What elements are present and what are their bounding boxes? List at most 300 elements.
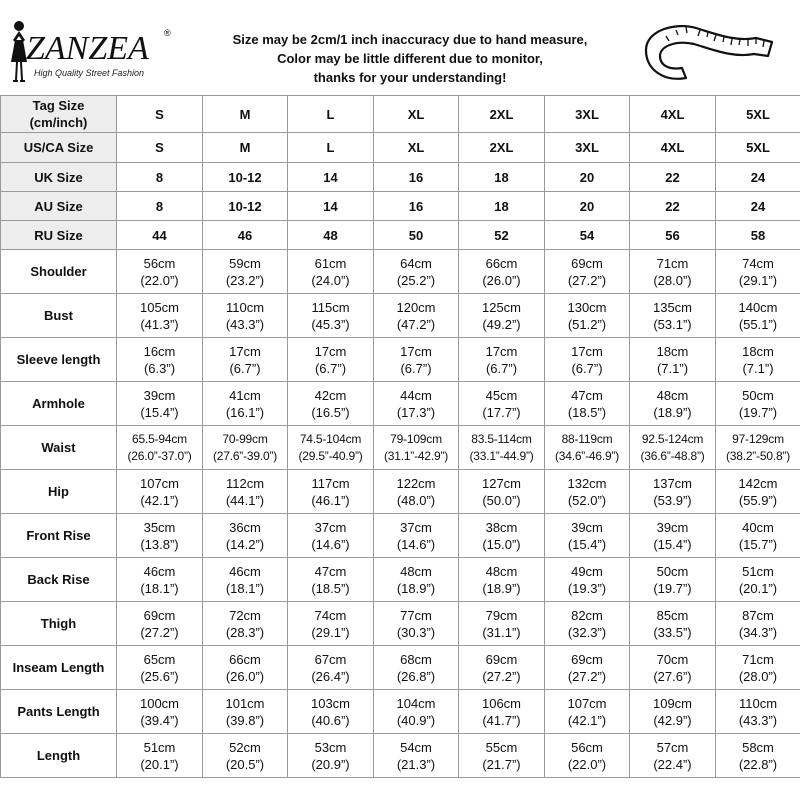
inch-value: (45.3”) xyxy=(311,316,350,332)
cm-value: 97-129cm xyxy=(732,431,784,446)
brand-logo xyxy=(4,18,194,88)
cm-value: 127cm xyxy=(481,475,522,491)
inch-value: (27.2”) xyxy=(567,668,607,684)
measurement-cell xyxy=(630,646,716,690)
measurement-row xyxy=(1,338,800,382)
size-cell: XL xyxy=(374,96,459,133)
inch-value: (30.3”) xyxy=(396,624,436,640)
measurement-cell xyxy=(459,338,545,382)
inch-value: (44.1”) xyxy=(225,492,265,508)
cm-value: 106cm xyxy=(481,695,522,711)
measurement-cell xyxy=(545,426,630,470)
measurement-cell xyxy=(545,294,630,338)
inch-value: (51.2”) xyxy=(567,316,607,332)
inch-value: (22.4”) xyxy=(653,756,692,772)
notice-line: Size may be 2cm/1 inch inaccuracy due to hand measure, xyxy=(232,32,588,47)
cm-value: 70cm xyxy=(656,651,689,667)
cm-value: 88-119cm xyxy=(561,431,613,446)
measurement-row xyxy=(1,382,800,426)
inch-value: (43.3”) xyxy=(225,316,265,332)
row-label: Front Rise xyxy=(1,514,117,558)
inch-value: (19.7”) xyxy=(738,404,778,420)
size-cell: 54 xyxy=(545,221,630,250)
inch-value: (7.1”) xyxy=(742,360,774,376)
measurement-cell xyxy=(545,602,630,646)
row-label: Tag Size (cm/inch) xyxy=(1,96,117,133)
cm-value: 65.5-94cm xyxy=(132,431,187,446)
measurement-cell xyxy=(716,646,800,690)
size-row xyxy=(1,133,800,163)
measurement-cell xyxy=(459,294,545,338)
cm-value: 55cm xyxy=(485,739,518,755)
notice-line: Color may be little different due to monitor, xyxy=(277,51,543,66)
measurement-cell xyxy=(117,602,203,646)
cm-value: 100cm xyxy=(139,695,180,711)
cm-value: 57cm xyxy=(656,739,689,755)
row-label: US/CA Size xyxy=(1,133,117,163)
measurement-cell xyxy=(716,382,800,426)
inch-value: (6.7”) xyxy=(571,360,603,376)
cm-value: 125cm xyxy=(481,299,522,315)
cm-value: 49cm xyxy=(571,563,603,579)
inch-value: (18.5”) xyxy=(311,580,350,596)
inch-value: (43.3”) xyxy=(738,712,778,728)
size-cell: 2XL xyxy=(459,96,545,133)
cm-value: 85cm xyxy=(656,607,689,623)
cm-value: 17cm xyxy=(229,343,261,359)
inch-value: (33.5”) xyxy=(653,624,692,640)
size-cell: 10-12 xyxy=(203,192,288,221)
inch-value: (18.1”) xyxy=(225,580,265,596)
measurement-cell xyxy=(288,294,374,338)
cm-value: 67cm xyxy=(314,651,347,667)
cm-value: 41cm xyxy=(229,387,261,403)
measurement-cell xyxy=(716,514,800,558)
measurement-cell xyxy=(288,734,374,778)
measurement-cell xyxy=(288,470,374,514)
cm-value: 46cm xyxy=(143,563,176,579)
inch-value: (31.1”) xyxy=(482,624,521,640)
inch-value: (49.2”) xyxy=(482,316,521,332)
cm-value: 103cm xyxy=(310,695,351,711)
inch-value: (17.7”) xyxy=(482,404,521,420)
inch-value: (42.1”) xyxy=(140,492,179,508)
size-cell: 2XL xyxy=(459,133,545,163)
row-label: Bust xyxy=(1,294,117,338)
cm-value: 107cm xyxy=(139,475,180,491)
inch-value: (6.7”) xyxy=(485,360,518,376)
registered-mark: ® xyxy=(164,28,171,38)
size-cell: 44 xyxy=(117,221,203,250)
size-cell: 3XL xyxy=(545,133,630,163)
inch-value: (28.0”) xyxy=(653,272,692,288)
measurement-cell xyxy=(117,514,203,558)
size-cell: 14 xyxy=(288,163,374,192)
cm-value: 132cm xyxy=(567,475,607,491)
measurement-cell xyxy=(630,514,716,558)
size-row xyxy=(1,96,800,133)
measurement-cell xyxy=(545,250,630,294)
cm-value: 140cm xyxy=(738,299,778,315)
inch-value: (6.7”) xyxy=(400,360,432,376)
size-cell: 56 xyxy=(630,221,716,250)
measurement-cell xyxy=(374,558,459,602)
cm-value: 120cm xyxy=(396,299,436,315)
cm-value: 16cm xyxy=(143,343,176,359)
cm-value: 56cm xyxy=(571,739,603,755)
cm-value: 36cm xyxy=(229,519,261,535)
cm-value: 69cm xyxy=(485,651,518,667)
size-cell: 24 xyxy=(716,163,800,192)
size-cell: 18 xyxy=(459,163,545,192)
cm-value: 69cm xyxy=(143,607,176,623)
measurement-cell xyxy=(630,470,716,514)
measurement-cell xyxy=(288,514,374,558)
inch-value: (32.3”) xyxy=(567,624,607,640)
cm-value: 52cm xyxy=(229,739,261,755)
inch-value: (47.2”) xyxy=(396,316,436,332)
cm-value: 110cm xyxy=(738,695,778,711)
inch-value: (19.3”) xyxy=(567,580,607,596)
cm-value: 51cm xyxy=(742,563,774,579)
size-cell: 24 xyxy=(716,192,800,221)
measurement-cell xyxy=(630,338,716,382)
inch-value: (15.4”) xyxy=(567,536,607,552)
measurement-cell xyxy=(203,602,288,646)
size-cell: 8 xyxy=(117,192,203,221)
measurement-cell xyxy=(716,426,800,470)
inch-value: (27.2”) xyxy=(140,624,179,640)
inch-value: (36.6”-48.8”) xyxy=(640,448,705,463)
size-cell: 4XL xyxy=(630,96,716,133)
cm-value: 64cm xyxy=(400,255,432,271)
inch-value: (22.0”) xyxy=(140,272,179,288)
cm-value: 39cm xyxy=(571,519,603,535)
inch-value: (18.5”) xyxy=(567,404,607,420)
size-cell: 18 xyxy=(459,192,545,221)
measurement-cell xyxy=(545,470,630,514)
measurement-cell xyxy=(288,338,374,382)
measurement-row xyxy=(1,734,800,778)
inch-value: (22.8”) xyxy=(738,756,778,772)
notice-line: thanks for your understanding! xyxy=(313,70,507,85)
inch-value: (27.2”) xyxy=(567,272,607,288)
measurement-cell xyxy=(459,382,545,426)
size-table xyxy=(0,95,800,778)
measurement-cell xyxy=(288,426,374,470)
inch-value: (26.0”-37.0”) xyxy=(127,448,192,463)
row-label: Shoulder xyxy=(1,250,117,294)
cm-value: 39cm xyxy=(656,519,689,535)
inch-value: (6.3”) xyxy=(143,360,176,376)
cm-value: 117cm xyxy=(311,475,350,491)
measurement-cell xyxy=(716,602,800,646)
inch-value: (42.1”) xyxy=(567,712,607,728)
measurement-cell xyxy=(374,646,459,690)
cm-value: 130cm xyxy=(567,299,607,315)
cm-value: 65cm xyxy=(143,651,176,667)
measurement-cell xyxy=(545,338,630,382)
measurement-cell xyxy=(545,382,630,426)
cm-value: 74cm xyxy=(314,607,347,623)
inch-value: (28.3”) xyxy=(225,624,265,640)
inch-value: (13.8”) xyxy=(140,536,179,552)
measurement-cell xyxy=(459,602,545,646)
measurement-cell xyxy=(459,646,545,690)
inch-value: (27.2”) xyxy=(482,668,521,684)
size-cell: 5XL xyxy=(716,133,800,163)
measurement-cell xyxy=(288,382,374,426)
measurement-cell xyxy=(716,250,800,294)
inch-value: (29.1”) xyxy=(311,624,350,640)
inch-value: (53.9”) xyxy=(653,492,692,508)
cm-value: 17cm xyxy=(400,343,432,359)
measurement-cell xyxy=(288,690,374,734)
measurement-cell xyxy=(545,734,630,778)
inch-value: (18.9”) xyxy=(396,580,436,596)
measurement-cell xyxy=(203,470,288,514)
inch-value: (23.2”) xyxy=(225,272,265,288)
inch-value: (41.7”) xyxy=(482,712,521,728)
inch-value: (48.0”) xyxy=(396,492,436,508)
measurement-cell xyxy=(203,558,288,602)
measurement-row xyxy=(1,558,800,602)
row-label: Pants Length xyxy=(1,690,117,734)
cm-value: 69cm xyxy=(571,255,603,271)
size-cell: 48 xyxy=(288,221,374,250)
inch-value: (25.2”) xyxy=(396,272,436,288)
inch-value: (25.6”) xyxy=(140,668,179,684)
measurement-cell xyxy=(374,338,459,382)
row-label: RU Size xyxy=(1,221,117,250)
size-cell: 52 xyxy=(459,221,545,250)
cm-value: 71cm xyxy=(742,651,774,667)
inch-value: (33.1”-44.9”) xyxy=(469,448,534,463)
cm-value: 104cm xyxy=(396,695,436,711)
cm-value: 92.5-124cm xyxy=(641,431,704,446)
measurement-cell xyxy=(459,734,545,778)
measurement-row xyxy=(1,602,800,646)
measurement-cell xyxy=(545,690,630,734)
measuring-tape-icon xyxy=(636,12,782,88)
measurement-cell xyxy=(630,690,716,734)
measurement-cell xyxy=(630,558,716,602)
cm-value: 66cm xyxy=(485,255,518,271)
cm-value: 35cm xyxy=(143,519,176,535)
inch-value: (16.5”) xyxy=(311,404,350,420)
row-label: Back Rise xyxy=(1,558,117,602)
cm-value: 47cm xyxy=(314,563,347,579)
cm-value: 68cm xyxy=(400,651,432,667)
cm-value: 39cm xyxy=(143,387,176,403)
measurement-cell xyxy=(288,558,374,602)
cm-value: 109cm xyxy=(652,695,693,711)
cm-value: 59cm xyxy=(229,255,261,271)
size-cell: 4XL xyxy=(630,133,716,163)
cm-value: 40cm xyxy=(742,519,774,535)
inch-value: (29.1”) xyxy=(738,272,778,288)
measurement-cell xyxy=(716,558,800,602)
cm-value: 46cm xyxy=(229,563,261,579)
size-cell: 50 xyxy=(374,221,459,250)
measurement-cell xyxy=(203,294,288,338)
measurement-cell xyxy=(288,602,374,646)
size-cell: 20 xyxy=(545,192,630,221)
measurement-cell xyxy=(374,602,459,646)
cm-value: 18cm xyxy=(656,343,689,359)
header xyxy=(0,0,800,95)
measurement-cell xyxy=(630,734,716,778)
measurement-cell xyxy=(117,382,203,426)
size-cell: L xyxy=(288,96,374,133)
measurement-cell xyxy=(630,602,716,646)
size-cell: 5XL xyxy=(716,96,800,133)
inch-value: (14.6”) xyxy=(396,536,436,552)
cm-value: 44cm xyxy=(400,387,432,403)
inch-value: (7.1”) xyxy=(656,360,689,376)
measurement-cell xyxy=(716,294,800,338)
row-label: Sleeve length xyxy=(1,338,117,382)
measurement-cell xyxy=(374,382,459,426)
row-label: Waist xyxy=(1,426,117,470)
measurement-cell xyxy=(374,470,459,514)
cm-value: 115cm xyxy=(311,299,350,315)
cm-value: 17cm xyxy=(314,343,347,359)
inch-value: (50.0”) xyxy=(482,492,521,508)
measurement-cell xyxy=(203,250,288,294)
cm-value: 83.5-114cm xyxy=(471,431,532,446)
inch-value: (26.0”) xyxy=(225,668,265,684)
inch-value: (31.1”-42.9”) xyxy=(383,448,449,463)
inch-value: (19.7”) xyxy=(653,580,692,596)
inch-value: (26.8”) xyxy=(396,668,436,684)
measurement-cell xyxy=(374,734,459,778)
measurement-cell xyxy=(117,690,203,734)
measurement-cell xyxy=(374,294,459,338)
cm-value: 50cm xyxy=(742,387,774,403)
measurement-cell xyxy=(374,514,459,558)
measurement-cell xyxy=(117,646,203,690)
size-row xyxy=(1,221,800,250)
measurement-cell xyxy=(545,646,630,690)
inch-value: (22.0”) xyxy=(567,756,607,772)
cm-value: 58cm xyxy=(742,739,774,755)
inch-value: (20.1”) xyxy=(738,580,778,596)
measurement-row xyxy=(1,470,800,514)
cm-value: 38cm xyxy=(485,519,518,535)
measurement-cell xyxy=(117,250,203,294)
cm-value: 70-99cm xyxy=(222,431,268,446)
inch-value: (15.0”) xyxy=(482,536,521,552)
inch-value: (6.7”) xyxy=(314,360,347,376)
measurement-notice xyxy=(200,30,620,87)
inch-value: (18.9”) xyxy=(653,404,692,420)
inch-value: (40.9”) xyxy=(396,712,436,728)
size-cell: 3XL xyxy=(545,96,630,133)
inch-value: (55.9”) xyxy=(738,492,778,508)
cm-value: 87cm xyxy=(742,607,774,623)
inch-value: (6.7”) xyxy=(229,360,261,376)
measurement-cell xyxy=(203,426,288,470)
row-label: Hip xyxy=(1,470,117,514)
size-cell: 14 xyxy=(288,192,374,221)
cm-value: 50cm xyxy=(656,563,689,579)
measurement-cell xyxy=(716,734,800,778)
inch-value: (24.0”) xyxy=(311,272,350,288)
cm-value: 72cm xyxy=(229,607,261,623)
measurement-row xyxy=(1,426,800,470)
measurement-cell xyxy=(203,734,288,778)
measurement-cell xyxy=(716,690,800,734)
measurement-cell xyxy=(630,294,716,338)
cm-value: 74cm xyxy=(742,255,774,271)
measurement-cell xyxy=(374,690,459,734)
measurement-cell xyxy=(117,426,203,470)
size-cell: 58 xyxy=(716,221,800,250)
cm-value: 18cm xyxy=(742,343,774,359)
size-cell: 8 xyxy=(117,163,203,192)
measurement-row xyxy=(1,690,800,734)
size-cell: XL xyxy=(374,133,459,163)
inch-value: (26.0”) xyxy=(482,272,521,288)
size-cell: 46 xyxy=(203,221,288,250)
measurement-cell xyxy=(374,250,459,294)
cm-value: 37cm xyxy=(400,519,432,535)
measurement-row xyxy=(1,250,800,294)
measurement-row xyxy=(1,646,800,690)
size-cell: 10-12 xyxy=(203,163,288,192)
measurement-cell xyxy=(117,338,203,382)
size-cell: 20 xyxy=(545,163,630,192)
cm-value: 137cm xyxy=(652,475,693,491)
measurement-cell xyxy=(203,338,288,382)
size-cell: S xyxy=(117,96,203,133)
inch-value: (41.3”) xyxy=(140,316,179,332)
cm-value: 79cm xyxy=(485,607,518,623)
cm-value: 101cm xyxy=(225,695,265,711)
inch-value: (53.1”) xyxy=(653,316,692,332)
measurement-cell xyxy=(459,426,545,470)
inch-value: (17.3”) xyxy=(396,404,436,420)
cm-value: 107cm xyxy=(567,695,607,711)
cm-value: 47cm xyxy=(571,387,603,403)
inch-value: (20.1”) xyxy=(140,756,179,772)
cm-value: 110cm xyxy=(225,299,265,315)
inch-value: (27.6”-39.0”) xyxy=(212,448,278,463)
measurement-cell xyxy=(203,382,288,426)
inch-value: (15.4”) xyxy=(653,536,692,552)
cm-value: 56cm xyxy=(143,255,176,271)
inch-value: (20.5”) xyxy=(225,756,265,772)
measurement-cell xyxy=(459,250,545,294)
row-label: Armhole xyxy=(1,382,117,426)
measurement-cell xyxy=(117,294,203,338)
cm-value: 79-109cm xyxy=(390,431,442,446)
cm-value: 142cm xyxy=(738,475,778,491)
measurement-cell xyxy=(203,690,288,734)
cm-value: 48cm xyxy=(485,563,518,579)
cm-value: 17cm xyxy=(485,343,518,359)
measurement-cell xyxy=(203,646,288,690)
inch-value: (18.9”) xyxy=(482,580,521,596)
inch-value: (26.4”) xyxy=(311,668,350,684)
size-cell: L xyxy=(288,133,374,163)
measurement-cell xyxy=(288,250,374,294)
size-cell: M xyxy=(203,133,288,163)
size-cell: 16 xyxy=(374,192,459,221)
inch-value: (42.9”) xyxy=(653,712,692,728)
cm-value: 105cm xyxy=(139,299,180,315)
